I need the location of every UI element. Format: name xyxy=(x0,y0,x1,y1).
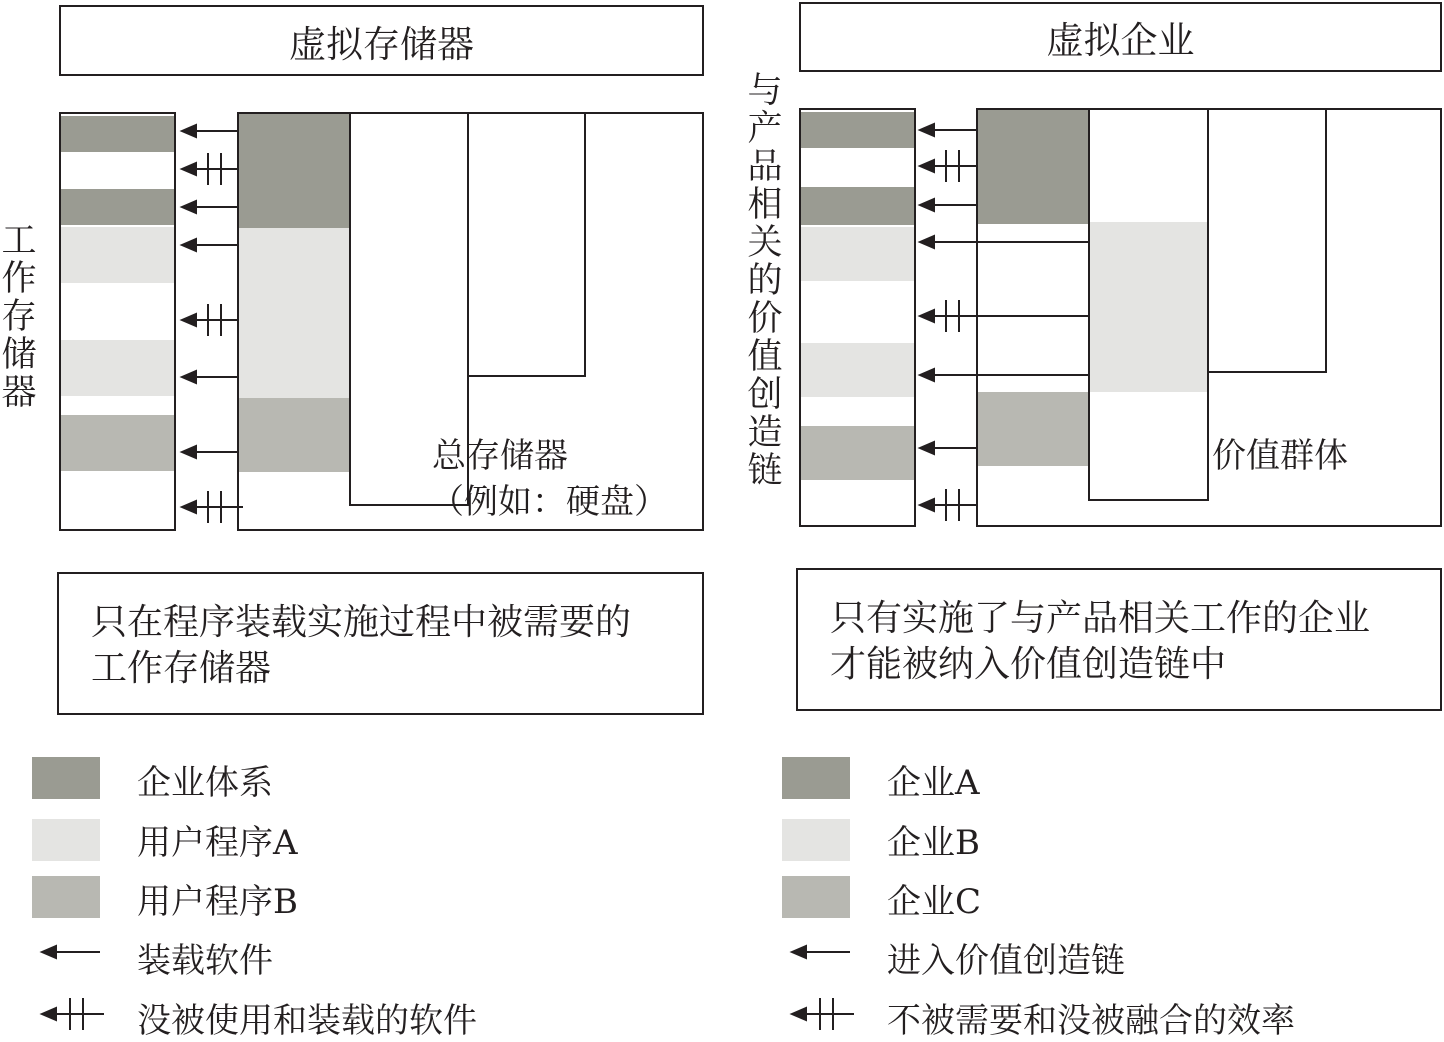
arrow-icon xyxy=(792,946,850,958)
right-legend-label: 企业C xyxy=(887,882,982,922)
left-legend-label: 用户程序B xyxy=(137,882,298,922)
right-vertical-label: 与产品相关的价值创造链 xyxy=(747,71,783,491)
right-legend-label: 企业B xyxy=(887,823,980,863)
left-legend-label: 企业体系 xyxy=(137,763,273,803)
left-legend-label: 用户程序A xyxy=(137,823,298,863)
right-legend-label: 企业A xyxy=(887,763,980,803)
right-note-line2: 才能被纳入价值创造链中 xyxy=(830,644,1227,685)
right-group-label: 价值群体 xyxy=(1212,436,1348,476)
left-legend-label: 没被使用和装载的软件 xyxy=(137,1001,477,1041)
left-total-sublabel: （例如：硬盘） xyxy=(430,482,668,522)
left-total-label: 总存储器 xyxy=(432,436,568,476)
left-legend-label: 装载软件 xyxy=(137,941,273,981)
right-legend-label: 进入价值创造链 xyxy=(887,941,1125,981)
left-vertical-label: 工作存储器 xyxy=(1,221,37,413)
left-note-line2: 工作存储器 xyxy=(91,648,272,689)
right-title: 虚拟企业 xyxy=(1046,19,1195,62)
left-note-line1: 只在程序装载实施过程中被需要的 xyxy=(91,602,632,643)
right-note-line1: 只有实施了与产品相关工作的企业 xyxy=(830,598,1371,639)
crossed-arrow-icon xyxy=(792,998,854,1030)
left-title: 虚拟存储器 xyxy=(289,22,474,66)
arrow-icon xyxy=(42,946,100,958)
right-legend-label: 不被需要和没被融合的效率 xyxy=(887,1001,1295,1041)
crossed-arrow-icon xyxy=(42,998,104,1030)
